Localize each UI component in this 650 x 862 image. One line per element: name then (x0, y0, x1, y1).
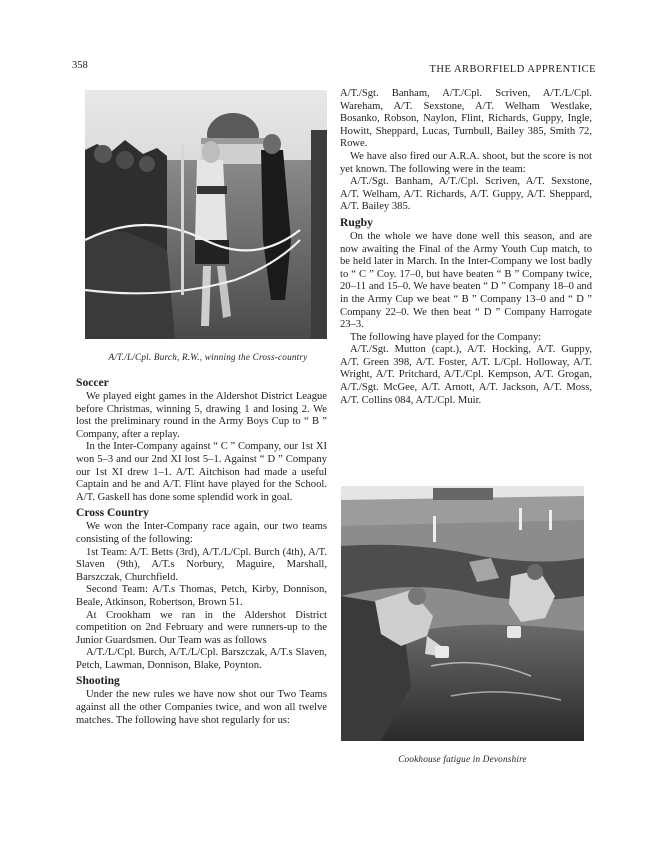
cross-country-heading: Cross Country (76, 506, 149, 520)
right-column (340, 88, 592, 407)
rugby-paragraph: The following have played for the Company: (350, 331, 542, 343)
shooting-paragraph: Under the new rules we have now shot our Two Teams against all the other Companies twice, and won all twelve matches. The following have shot regularly for us: (76, 689, 327, 726)
cookhouse-photo (341, 486, 584, 741)
running-title: THE ARBORFIELD APPRENTICE (429, 64, 596, 75)
rugby-team-list: A/T./Sgt. Mutton (capt.), A/T. Hocking, A/T. Guppy, A/T. Green 398, A/T. Foster, A/T. L/Cpl. Holloway, A/T. Wright, A/T. Pritchard, A/T./Cpl. Kempson, A/T. Grogan, A/T./Sgt. McGee, A/T. Arnott, A/T. Jackson, A/T. Moss, A/T. Collins 084, A/T./Cpl. Muir. (340, 344, 592, 406)
shooting-paragraph: We have also fired our A.R.A. shoot, but the score is not yet known. The following were in the team: (340, 150, 592, 175)
cross-country-paragraph: We won the Inter-Company race again, our two teams consisting of the following: (76, 521, 327, 545)
cross-country-paragraph: 1st Team: A/T. Betts (3rd), A/T./L/Cpl. Burch (4th), A/T. Slaven (9th), A/T.s Norbury, Maguire, Marshall, Barszczak, Churchfield. (76, 546, 327, 583)
cross-country-paragraph: At Crookham we ran in the Aldershot District competition on 2nd February and were runners-up to the Junior Guardsmen. Our Team was as follows (76, 609, 327, 646)
cross-country-photo-caption: A/T./L/Cpl. Burch, R.W., winning the Cross-country (108, 352, 308, 362)
soccer-paragraph: In the Inter-Company against “ C ” Company, our 1st XI won 5–3 and our 2nd XI lost 5–1. Against “ D ” Company our 1st XI drew 1–1. A/T. Aitchison had made a useful Captain and he and A/T. Flint have played for the School. A/T. Gaskell has done some splendid work in goal. (76, 441, 327, 503)
rugby-heading: Rugby (340, 215, 373, 229)
cookhouse-photo-caption: Cookhouse fatigue in Devonshire (398, 754, 527, 764)
rugby-paragraph: On the whole we have done well this season, and are now awaiting the Final of the Army Youth Cup match, to be held later in March. In the Inter-Company we lost badly to “ C ” Coy. 17–0, but have beaten “ B ” Company twice, 20–11 and 15–0. We have beaten “ D ” Company 18–0 and in the Army Cup we beat “ B ” Company 13–0 and “ D ” Company 22–0. We then beat “ D ” Company Harrogate 23–3. (340, 230, 592, 331)
left-column (76, 375, 327, 727)
soccer-heading: Soccer (76, 376, 109, 389)
soccer-paragraph: We played eight games in the Aldershot District League before Christmas, winning 5, drawing 1 and losing 2. We lost the preliminary round in the Army Boys Cup to “ B ” Company, after a replay. (76, 391, 327, 440)
shooting-heading: Shooting (76, 674, 120, 688)
shooting-team-list: A/T./Sgt. Banham, A/T./Cpl. Scriven, A/T. Sexstone, A/T. Welham, A/T. Richards, A/T. Guppy, A/T. Sheppard, A/T. Bailey 385. (340, 176, 592, 213)
page-number: 358 (72, 60, 88, 71)
shooting-team-list: A/T./Sgt. Banham, A/T./Cpl. Scriven, A/T./L/Cpl. Wareham, A/T. Sexstone, A/T. Welham Westlake, Bosanko, Robson, Naylon, Flint, Richards, Guppy, Ingle, Howitt, Sheppard, Lucas, Turnbull, Bailey 385, Smith 72, Rowe. (340, 88, 592, 150)
cross-country-photo (85, 90, 327, 339)
cross-country-team-list: A/T./L/Cpl. Burch, A/T./L/Cpl. Barszczak, A/T.s Slaven, Petch, Lawman, Donnison, Blake, Poynton. (76, 647, 327, 671)
cross-country-paragraph: Second Team: A/T.s Thomas, Petch, Kirby, Donnison, Beale, Atkinson, Robertson, Brown 51. (76, 584, 327, 608)
